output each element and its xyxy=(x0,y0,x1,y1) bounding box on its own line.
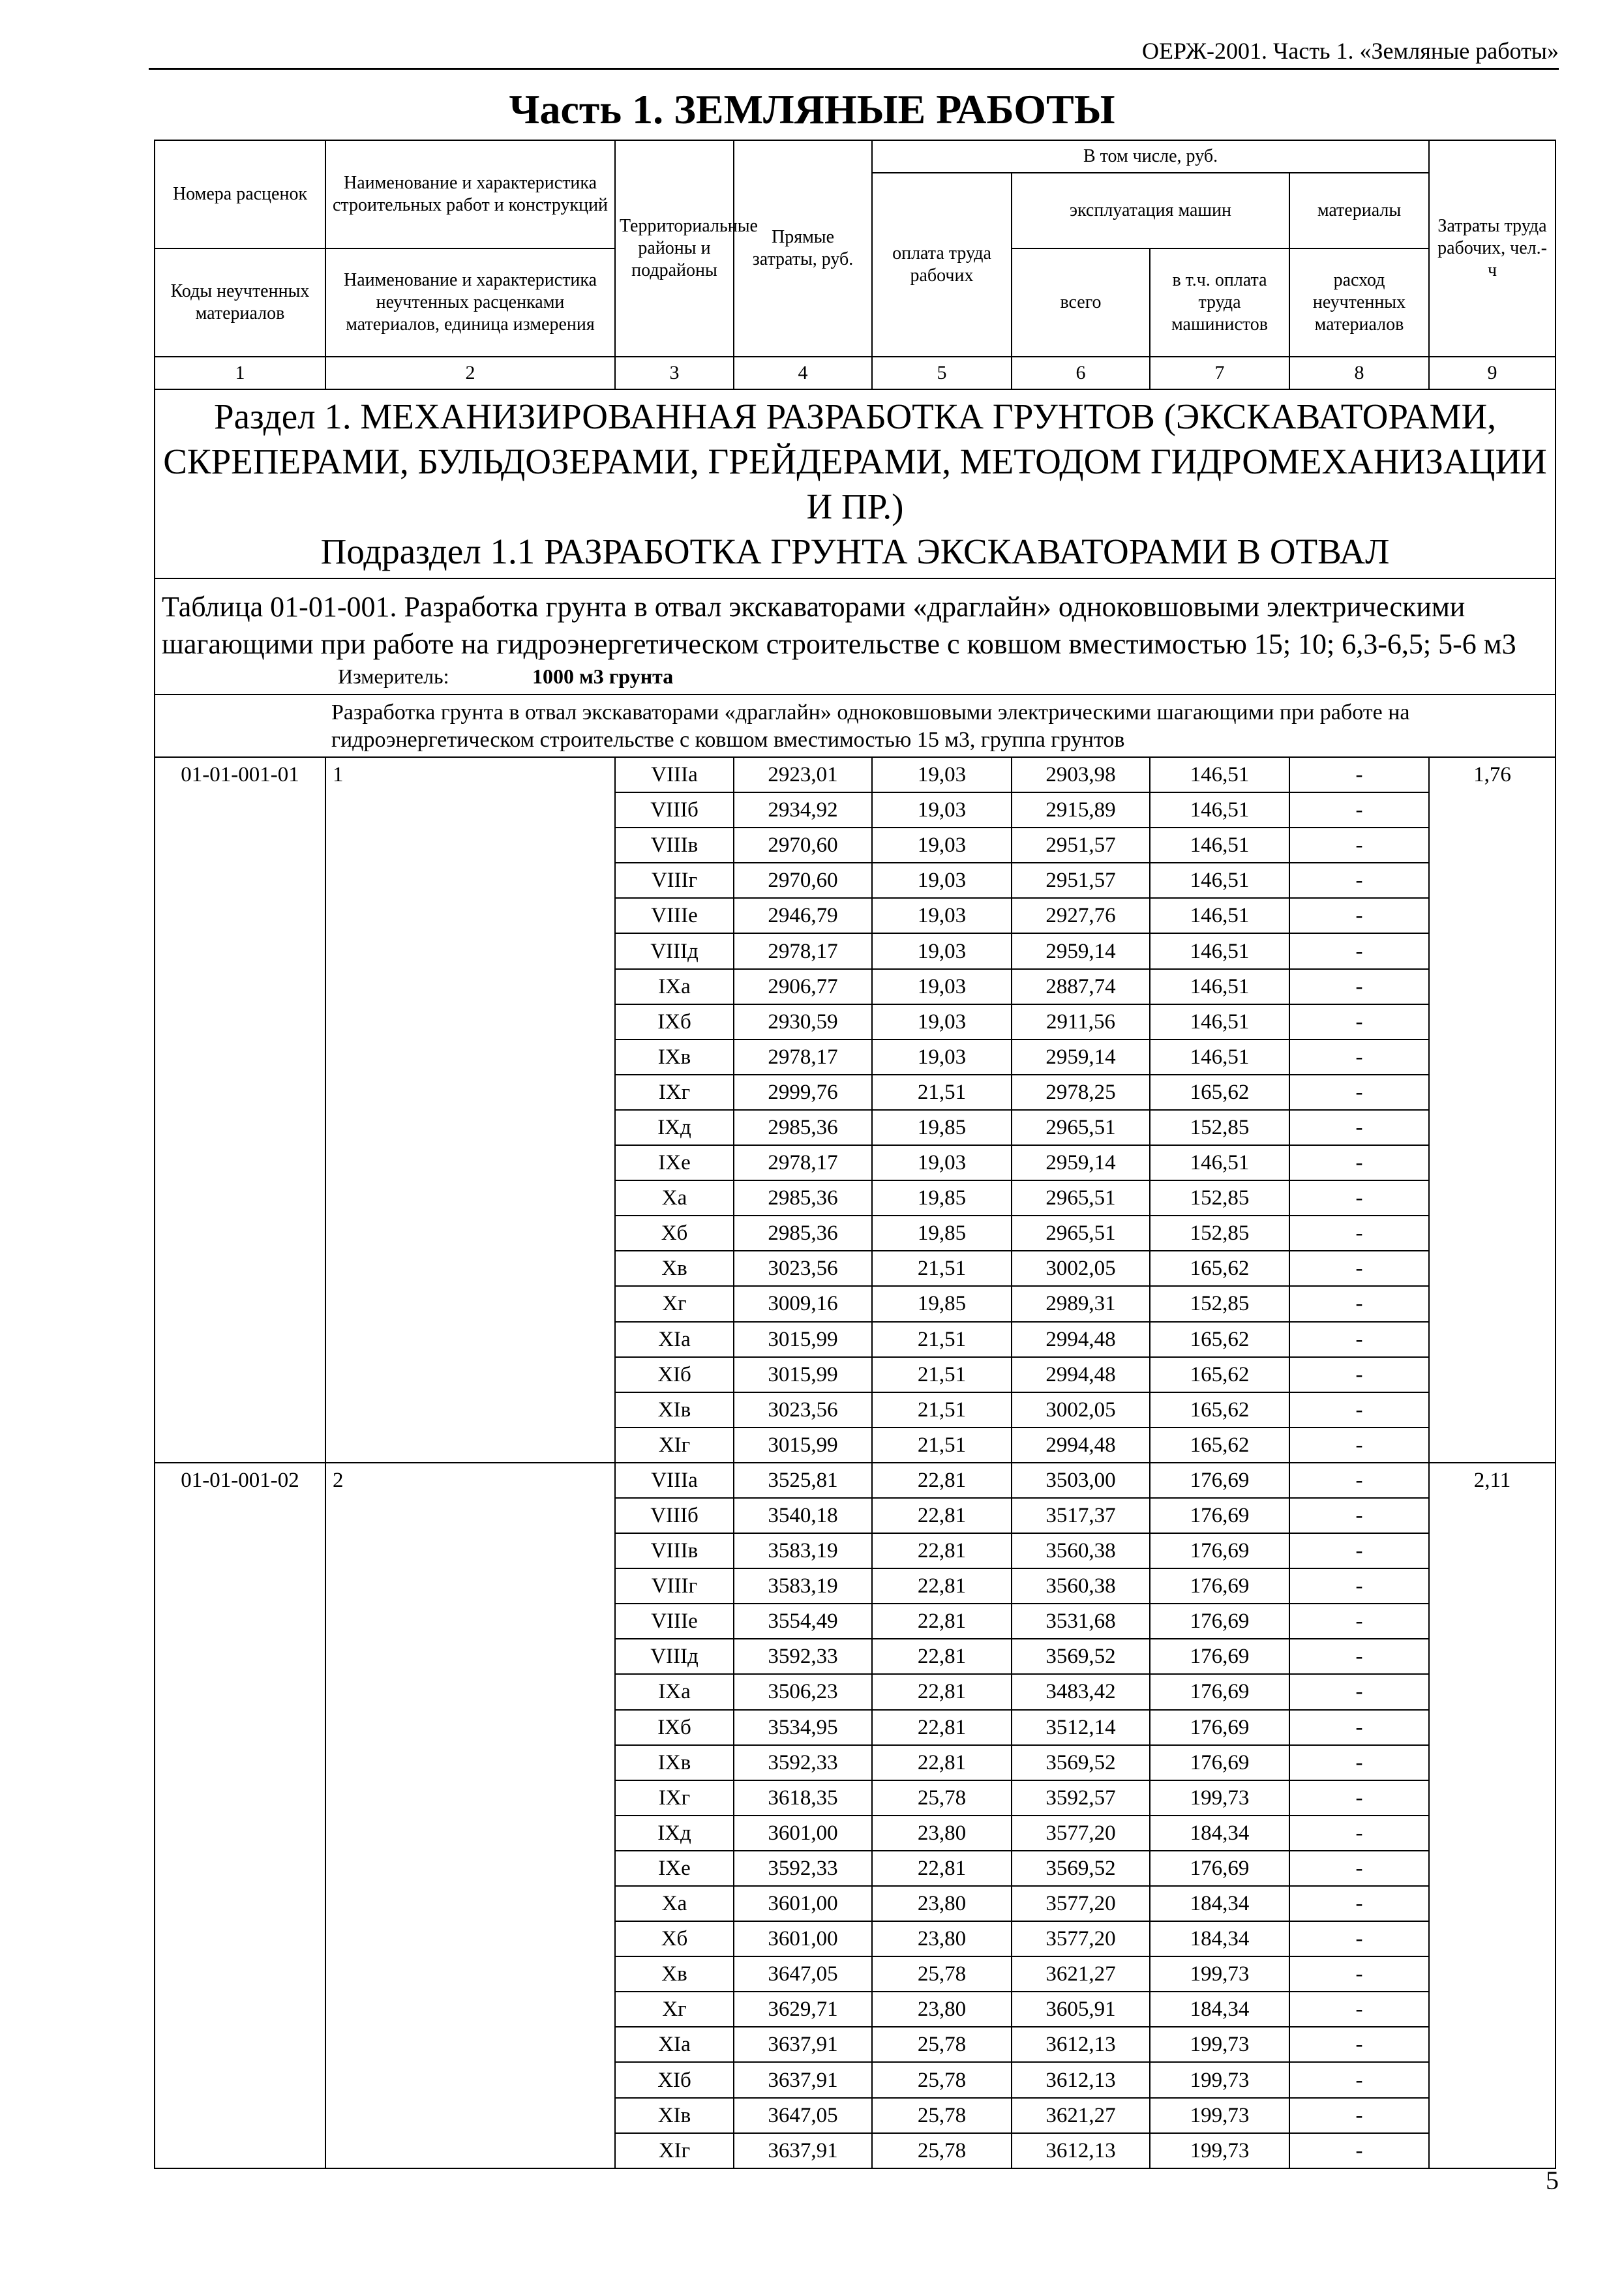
territory-cell: Xб xyxy=(615,1921,734,1956)
materials-cell: - xyxy=(1289,1040,1429,1075)
direct-cost-cell: 2923,01 xyxy=(734,757,872,792)
machinist-wages-cell: 199,73 xyxy=(1150,1780,1289,1816)
direct-cost-cell: 2946,79 xyxy=(734,898,872,933)
machines-total-cell: 2927,76 xyxy=(1012,898,1150,933)
col-machines-wages: в т.ч. оплата труда машинистов xyxy=(1150,248,1289,357)
territory-cell: IXб xyxy=(615,1710,734,1745)
materials-cell: - xyxy=(1289,2027,1429,2062)
direct-cost-cell: 2985,36 xyxy=(734,1180,872,1216)
materials-cell: - xyxy=(1289,1075,1429,1110)
territory-cell: IXе xyxy=(615,1851,734,1886)
col-labor: Затраты труда рабочих, чел.-ч xyxy=(1429,140,1556,357)
machines-total-cell: 2951,57 xyxy=(1012,828,1150,863)
machinist-wages-cell: 176,69 xyxy=(1150,1674,1289,1709)
materials-cell: - xyxy=(1289,757,1429,792)
machinist-wages-cell: 184,34 xyxy=(1150,1816,1289,1851)
materials-cell: - xyxy=(1289,1956,1429,1992)
territory-cell: IXб xyxy=(615,1004,734,1040)
machines-total-cell: 3569,52 xyxy=(1012,1639,1150,1674)
direct-cost-cell: 3601,00 xyxy=(734,1816,872,1851)
machinist-wages-cell: 176,69 xyxy=(1150,1639,1289,1674)
direct-cost-cell: 3647,05 xyxy=(734,1956,872,1992)
territory-cell: VIIIа xyxy=(615,757,734,792)
materials-cell: - xyxy=(1289,1004,1429,1040)
direct-cost-cell: 3592,33 xyxy=(734,1851,872,1886)
wages-cell: 22,81 xyxy=(872,1674,1012,1709)
materials-cell: - xyxy=(1289,828,1429,863)
machines-total-cell: 3002,05 xyxy=(1012,1392,1150,1428)
meter-label: Измеритель: xyxy=(338,665,449,688)
wages-cell: 19,03 xyxy=(872,969,1012,1004)
wages-cell: 19,03 xyxy=(872,898,1012,933)
wages-cell: 22,81 xyxy=(872,1533,1012,1568)
machinist-wages-cell: 165,62 xyxy=(1150,1357,1289,1392)
part-title: Часть 1. ЗЕМЛЯНЫЕ РАБОТЫ xyxy=(509,86,1115,132)
machines-total-cell: 2915,89 xyxy=(1012,792,1150,828)
machines-total-cell: 3612,13 xyxy=(1012,2133,1150,2168)
machinist-wages-cell: 146,51 xyxy=(1150,1004,1289,1040)
machinist-wages-cell: 184,34 xyxy=(1150,1992,1289,2027)
materials-cell: - xyxy=(1289,1498,1429,1533)
subsection-title: Подраздел 1.1 РАЗРАБОТКА ГРУНТА ЭКСКАВАТОРАМИ В ОТВАЛ xyxy=(320,531,1390,571)
page-number: 5 xyxy=(1546,2166,1559,2195)
direct-cost-cell: 2978,17 xyxy=(734,1145,872,1180)
territory-cell: Xа xyxy=(615,1180,734,1216)
labor-cost: 1,76 xyxy=(1429,757,1556,1463)
col-name-bottom: Наименование и характеристика неучтенных расценками материалов, единица измерения xyxy=(325,248,615,357)
wages-cell: 21,51 xyxy=(872,1251,1012,1286)
materials-cell: - xyxy=(1289,2133,1429,2168)
rates-table xyxy=(154,140,1556,2169)
materials-cell: - xyxy=(1289,1992,1429,2027)
materials-cell: - xyxy=(1289,1110,1429,1145)
wages-cell: 19,03 xyxy=(872,792,1012,828)
machines-total-cell: 3592,57 xyxy=(1012,1780,1150,1816)
wages-cell: 21,51 xyxy=(872,1075,1012,1110)
section-block xyxy=(155,389,1556,578)
col-wages: оплата труда рабочих xyxy=(872,173,1012,357)
territory-cell: Xв xyxy=(615,1251,734,1286)
table-title: Таблица 01-01-001. Разработка грунта в отвал экскаваторами «драглайн» одноковшовыми электрическими шагающими при работе на гидроэнергетическом строительстве с ковшом вместимостью 15; 10; 6,3-6,5; 5-6 м3 xyxy=(162,591,1516,660)
machinist-wages-cell: 184,34 xyxy=(1150,1886,1289,1921)
direct-cost-cell: 3534,95 xyxy=(734,1710,872,1745)
wages-cell: 19,85 xyxy=(872,1216,1012,1251)
col-code-bottom: Коды неучтенных материалов xyxy=(155,248,325,357)
direct-cost-cell: 2985,36 xyxy=(734,1216,872,1251)
machinist-wages-cell: 165,62 xyxy=(1150,1075,1289,1110)
direct-cost-cell: 3601,00 xyxy=(734,1886,872,1921)
col-materials: материалы xyxy=(1289,173,1429,248)
wages-cell: 22,81 xyxy=(872,1639,1012,1674)
machines-total-cell: 3560,38 xyxy=(1012,1533,1150,1568)
materials-cell: - xyxy=(1289,1180,1429,1216)
machinist-wages-cell: 165,62 xyxy=(1150,1251,1289,1286)
machines-total-cell: 3531,68 xyxy=(1012,1604,1150,1639)
direct-cost-cell: 2930,59 xyxy=(734,1004,872,1040)
territory-cell: XIв xyxy=(615,1392,734,1428)
materials-cell: - xyxy=(1289,1886,1429,1921)
territory-cell: IXе xyxy=(615,1145,734,1180)
col-number: 3 xyxy=(615,357,734,389)
territory-cell: Xг xyxy=(615,1992,734,2027)
machines-total-cell: 3483,42 xyxy=(1012,1674,1150,1709)
machines-total-cell: 3612,13 xyxy=(1012,2027,1150,2062)
territory-cell: VIIIб xyxy=(615,1498,734,1533)
direct-cost-cell: 3009,16 xyxy=(734,1286,872,1321)
work-description: Разработка грунта в отвал экскаваторами «драглайн» одноковшовыми электрическими шагающими при работе на гидроэнергетическом строительстве с ковшом вместимостью 15 м3, группа грунтов xyxy=(155,695,1556,757)
territory-cell: XIа xyxy=(615,1322,734,1357)
materials-cell: - xyxy=(1289,1780,1429,1816)
materials-cell: - xyxy=(1289,1745,1429,1780)
materials-cell: - xyxy=(1289,1816,1429,1851)
machines-total-cell: 3512,14 xyxy=(1012,1710,1150,1745)
col-number: 4 xyxy=(734,357,872,389)
machinist-wages-cell: 146,51 xyxy=(1150,969,1289,1004)
direct-cost-cell: 2978,17 xyxy=(734,933,872,968)
materials-cell: - xyxy=(1289,863,1429,898)
machines-total-cell: 3002,05 xyxy=(1012,1251,1150,1286)
machines-total-cell: 2965,51 xyxy=(1012,1216,1150,1251)
territory-cell: VIIIв xyxy=(615,1533,734,1568)
direct-cost-cell: 2934,92 xyxy=(734,792,872,828)
machines-total-cell: 3577,20 xyxy=(1012,1921,1150,1956)
direct-cost-cell: 2970,60 xyxy=(734,863,872,898)
direct-cost-cell: 3629,71 xyxy=(734,1992,872,2027)
machines-total-cell: 2994,48 xyxy=(1012,1357,1150,1392)
direct-cost-cell: 2970,60 xyxy=(734,828,872,863)
wages-cell: 22,81 xyxy=(872,1498,1012,1533)
direct-cost-cell: 2985,36 xyxy=(734,1110,872,1145)
running-header: ОЕРЖ-2001. Часть 1. «Земляные работы» xyxy=(149,38,1559,70)
materials-cell: - xyxy=(1289,1216,1429,1251)
territory-cell: Xв xyxy=(615,1956,734,1992)
wages-cell: 23,80 xyxy=(872,1816,1012,1851)
direct-cost-cell: 3637,91 xyxy=(734,2062,872,2097)
machinist-wages-cell: 165,62 xyxy=(1150,1428,1289,1463)
wages-cell: 25,78 xyxy=(872,2027,1012,2062)
machines-total-cell: 2951,57 xyxy=(1012,863,1150,898)
territory-cell: XIг xyxy=(615,2133,734,2168)
territory-cell: Xб xyxy=(615,1216,734,1251)
machines-total-cell: 2978,25 xyxy=(1012,1075,1150,1110)
machines-total-cell: 3503,00 xyxy=(1012,1463,1150,1498)
machinist-wages-cell: 176,69 xyxy=(1150,1463,1289,1498)
materials-cell: - xyxy=(1289,1533,1429,1568)
machinist-wages-cell: 146,51 xyxy=(1150,792,1289,828)
machinist-wages-cell: 146,51 xyxy=(1150,933,1289,968)
col-number: 1 xyxy=(155,357,325,389)
territory-cell: VIIIе xyxy=(615,898,734,933)
wages-cell: 19,03 xyxy=(872,933,1012,968)
direct-cost-cell: 3647,05 xyxy=(734,2098,872,2133)
wages-cell: 19,03 xyxy=(872,1040,1012,1075)
machinist-wages-cell: 146,51 xyxy=(1150,1145,1289,1180)
wages-cell: 25,78 xyxy=(872,1956,1012,1992)
machinist-wages-cell: 199,73 xyxy=(1150,2133,1289,2168)
machinist-wages-cell: 176,69 xyxy=(1150,1604,1289,1639)
rate-code: 01-01-001-02 xyxy=(155,1463,325,2168)
direct-cost-cell: 3592,33 xyxy=(734,1639,872,1674)
wages-cell: 22,81 xyxy=(872,1710,1012,1745)
machines-total-cell: 3577,20 xyxy=(1012,1816,1150,1851)
machines-total-cell: 2965,51 xyxy=(1012,1110,1150,1145)
machinist-wages-cell: 146,51 xyxy=(1150,898,1289,933)
direct-cost-cell: 3015,99 xyxy=(734,1428,872,1463)
machines-total-cell: 2887,74 xyxy=(1012,969,1150,1004)
materials-cell: - xyxy=(1289,1145,1429,1180)
machinist-wages-cell: 152,85 xyxy=(1150,1216,1289,1251)
col-number: 6 xyxy=(1012,357,1150,389)
machines-total-cell: 3517,37 xyxy=(1012,1498,1150,1533)
rate-code: 01-01-001-01 xyxy=(155,757,325,1463)
materials-cell: - xyxy=(1289,1392,1429,1428)
materials-cell: - xyxy=(1289,1604,1429,1639)
machinist-wages-cell: 152,85 xyxy=(1150,1286,1289,1321)
wages-cell: 19,03 xyxy=(872,757,1012,792)
territory-cell: IXд xyxy=(615,1110,734,1145)
machinist-wages-cell: 176,69 xyxy=(1150,1498,1289,1533)
territory-cell: IXг xyxy=(615,1780,734,1816)
machines-total-cell: 2959,14 xyxy=(1012,1145,1150,1180)
direct-cost-cell: 3637,91 xyxy=(734,2133,872,2168)
col-incl: В том числе, руб. xyxy=(872,140,1429,173)
materials-cell: - xyxy=(1289,898,1429,933)
territory-cell: XIг xyxy=(615,1428,734,1463)
wages-cell: 19,85 xyxy=(872,1286,1012,1321)
machinist-wages-cell: 199,73 xyxy=(1150,2062,1289,2097)
materials-cell: - xyxy=(1289,1357,1429,1392)
machinist-wages-cell: 152,85 xyxy=(1150,1180,1289,1216)
direct-cost-cell: 2978,17 xyxy=(734,1040,872,1075)
wages-cell: 21,51 xyxy=(872,1392,1012,1428)
direct-cost-cell: 3023,56 xyxy=(734,1392,872,1428)
wages-cell: 23,80 xyxy=(872,1992,1012,2027)
wages-cell: 19,03 xyxy=(872,1004,1012,1040)
territory-cell: VIIIе xyxy=(615,1604,734,1639)
direct-cost-cell: 3592,33 xyxy=(734,1745,872,1780)
materials-cell: - xyxy=(1289,1428,1429,1463)
direct-cost-cell: 3583,19 xyxy=(734,1568,872,1604)
wages-cell: 22,81 xyxy=(872,1604,1012,1639)
direct-cost-cell: 3023,56 xyxy=(734,1251,872,1286)
machinist-wages-cell: 176,69 xyxy=(1150,1568,1289,1604)
direct-cost-cell: 3618,35 xyxy=(734,1780,872,1816)
direct-cost-cell: 3601,00 xyxy=(734,1921,872,1956)
labor-cost: 2,11 xyxy=(1429,1463,1556,2168)
wages-cell: 22,81 xyxy=(872,1568,1012,1604)
territory-cell: VIIIд xyxy=(615,1639,734,1674)
machinist-wages-cell: 199,73 xyxy=(1150,2098,1289,2133)
territory-cell: IXв xyxy=(615,1745,734,1780)
direct-cost-cell: 2906,77 xyxy=(734,969,872,1004)
territory-cell: VIIIд xyxy=(615,933,734,968)
machinist-wages-cell: 176,69 xyxy=(1150,1745,1289,1780)
wages-cell: 25,78 xyxy=(872,2098,1012,2133)
wages-cell: 22,81 xyxy=(872,1851,1012,1886)
col-number: 7 xyxy=(1150,357,1289,389)
direct-cost-cell: 3525,81 xyxy=(734,1463,872,1498)
materials-cell: - xyxy=(1289,1568,1429,1604)
machines-total-cell: 3569,52 xyxy=(1012,1745,1150,1780)
machinist-wages-cell: 146,51 xyxy=(1150,1040,1289,1075)
materials-cell: - xyxy=(1289,1286,1429,1321)
materials-cell: - xyxy=(1289,969,1429,1004)
territory-cell: XIб xyxy=(615,2062,734,2097)
wages-cell: 23,80 xyxy=(872,1921,1012,1956)
wages-cell: 19,03 xyxy=(872,1145,1012,1180)
wages-cell: 19,85 xyxy=(872,1110,1012,1145)
machines-total-cell: 2965,51 xyxy=(1012,1180,1150,1216)
wages-cell: 22,81 xyxy=(872,1463,1012,1498)
materials-cell: - xyxy=(1289,933,1429,968)
territory-cell: IXд xyxy=(615,1816,734,1851)
machinist-wages-cell: 199,73 xyxy=(1150,1956,1289,1992)
machinist-wages-cell: 152,85 xyxy=(1150,1110,1289,1145)
wages-cell: 21,51 xyxy=(872,1428,1012,1463)
machines-total-cell: 3621,27 xyxy=(1012,2098,1150,2133)
materials-cell: - xyxy=(1289,1251,1429,1286)
machinist-wages-cell: 146,51 xyxy=(1150,757,1289,792)
machinist-wages-cell: 176,69 xyxy=(1150,1710,1289,1745)
wages-cell: 21,51 xyxy=(872,1322,1012,1357)
direct-cost-cell: 3554,49 xyxy=(734,1604,872,1639)
machines-total-cell: 2989,31 xyxy=(1012,1286,1150,1321)
territory-cell: VIIIб xyxy=(615,792,734,828)
machines-total-cell: 2903,98 xyxy=(1012,757,1150,792)
machinist-wages-cell: 165,62 xyxy=(1150,1322,1289,1357)
col-number: 2 xyxy=(325,357,615,389)
machinist-wages-cell: 184,34 xyxy=(1150,1921,1289,1956)
col-direct: Прямые затраты, руб. xyxy=(734,140,872,357)
wages-cell: 23,80 xyxy=(872,1886,1012,1921)
machines-total-cell: 3577,20 xyxy=(1012,1886,1150,1921)
territory-cell: XIв xyxy=(615,2098,734,2133)
territory-cell: IXв xyxy=(615,1040,734,1075)
materials-cell: - xyxy=(1289,1710,1429,1745)
wages-cell: 25,78 xyxy=(872,2062,1012,2097)
wages-cell: 21,51 xyxy=(872,1357,1012,1392)
materials-cell: - xyxy=(1289,1851,1429,1886)
rate-name: 1 xyxy=(325,757,615,1463)
machinist-wages-cell: 146,51 xyxy=(1150,828,1289,863)
territory-cell: VIIIг xyxy=(615,863,734,898)
territory-cell: VIIIв xyxy=(615,828,734,863)
machines-total-cell: 2994,48 xyxy=(1012,1428,1150,1463)
territory-cell: IXа xyxy=(615,1674,734,1709)
machines-total-cell: 3560,38 xyxy=(1012,1568,1150,1604)
col-territory: Территориальные районы и подрайоны xyxy=(615,140,734,357)
direct-cost-cell: 3015,99 xyxy=(734,1357,872,1392)
materials-cell: - xyxy=(1289,1639,1429,1674)
rate-name: 2 xyxy=(325,1463,615,2168)
materials-cell: - xyxy=(1289,1921,1429,1956)
machines-total-cell: 3621,27 xyxy=(1012,1956,1150,1992)
col-number: 9 xyxy=(1429,357,1556,389)
territory-cell: Xа xyxy=(615,1886,734,1921)
col-machines-total: всего xyxy=(1012,248,1150,357)
territory-cell: VIIIа xyxy=(615,1463,734,1498)
materials-cell: - xyxy=(1289,2098,1429,2133)
materials-cell: - xyxy=(1289,1674,1429,1709)
machinist-wages-cell: 146,51 xyxy=(1150,863,1289,898)
wages-cell: 19,03 xyxy=(872,828,1012,863)
territory-cell: IXа xyxy=(615,969,734,1004)
machinist-wages-cell: 176,69 xyxy=(1150,1533,1289,1568)
territory-cell: XIб xyxy=(615,1357,734,1392)
materials-cell: - xyxy=(1289,1322,1429,1357)
col-machines: эксплуатация машин xyxy=(1012,173,1289,248)
direct-cost-cell: 3506,23 xyxy=(734,1674,872,1709)
meter-value: 1000 м3 грунта xyxy=(532,665,674,688)
machinist-wages-cell: 199,73 xyxy=(1150,2027,1289,2062)
direct-cost-cell: 3583,19 xyxy=(734,1533,872,1568)
machines-total-cell: 3612,13 xyxy=(1012,2062,1150,2097)
machinist-wages-cell: 165,62 xyxy=(1150,1392,1289,1428)
machinist-wages-cell: 176,69 xyxy=(1150,1851,1289,1886)
wages-cell: 19,03 xyxy=(872,863,1012,898)
table-title-block xyxy=(155,578,1556,695)
col-materials-unaccounted: расход неучтенных материалов xyxy=(1289,248,1429,357)
direct-cost-cell: 3015,99 xyxy=(734,1322,872,1357)
col-number: 8 xyxy=(1289,357,1429,389)
territory-cell: VIIIг xyxy=(615,1568,734,1604)
direct-cost-cell: 3637,91 xyxy=(734,2027,872,2062)
machines-total-cell: 3569,52 xyxy=(1012,1851,1150,1886)
table-row xyxy=(155,1463,1556,1498)
section-title: Раздел 1. МЕХАНИЗИРОВАННАЯ РАЗРАБОТКА ГРУНТОВ (ЭКСКАВАТОРАМИ, СКРЕПЕРАМИ, БУЛЬДОЗЕРАМИ, ГРЕЙДЕРАМИ, МЕТОДОМ ГИДРОМЕХАНИЗАЦИИ И ПР.) xyxy=(163,396,1547,526)
table-row xyxy=(155,757,1556,792)
territory-cell: Xг xyxy=(615,1286,734,1321)
meter-line xyxy=(162,663,1548,690)
materials-cell: - xyxy=(1289,1463,1429,1498)
wages-cell: 19,85 xyxy=(872,1180,1012,1216)
materials-cell: - xyxy=(1289,2062,1429,2097)
direct-cost-cell: 2999,76 xyxy=(734,1075,872,1110)
materials-cell: - xyxy=(1289,792,1429,828)
col-code-top: Номера расценок xyxy=(155,140,325,248)
machines-total-cell: 2959,14 xyxy=(1012,933,1150,968)
territory-cell: IXг xyxy=(615,1075,734,1110)
territory-cell: XIа xyxy=(615,2027,734,2062)
wages-cell: 22,81 xyxy=(872,1745,1012,1780)
machines-total-cell: 2959,14 xyxy=(1012,1040,1150,1075)
machines-total-cell: 2994,48 xyxy=(1012,1322,1150,1357)
direct-cost-cell: 3540,18 xyxy=(734,1498,872,1533)
wages-cell: 25,78 xyxy=(872,1780,1012,1816)
machines-total-cell: 3605,91 xyxy=(1012,1992,1150,2027)
col-name-top: Наименование и характеристика строительных работ и конструкций xyxy=(325,140,615,248)
wages-cell: 25,78 xyxy=(872,2133,1012,2168)
machines-total-cell: 2911,56 xyxy=(1012,1004,1150,1040)
col-number: 5 xyxy=(872,357,1012,389)
